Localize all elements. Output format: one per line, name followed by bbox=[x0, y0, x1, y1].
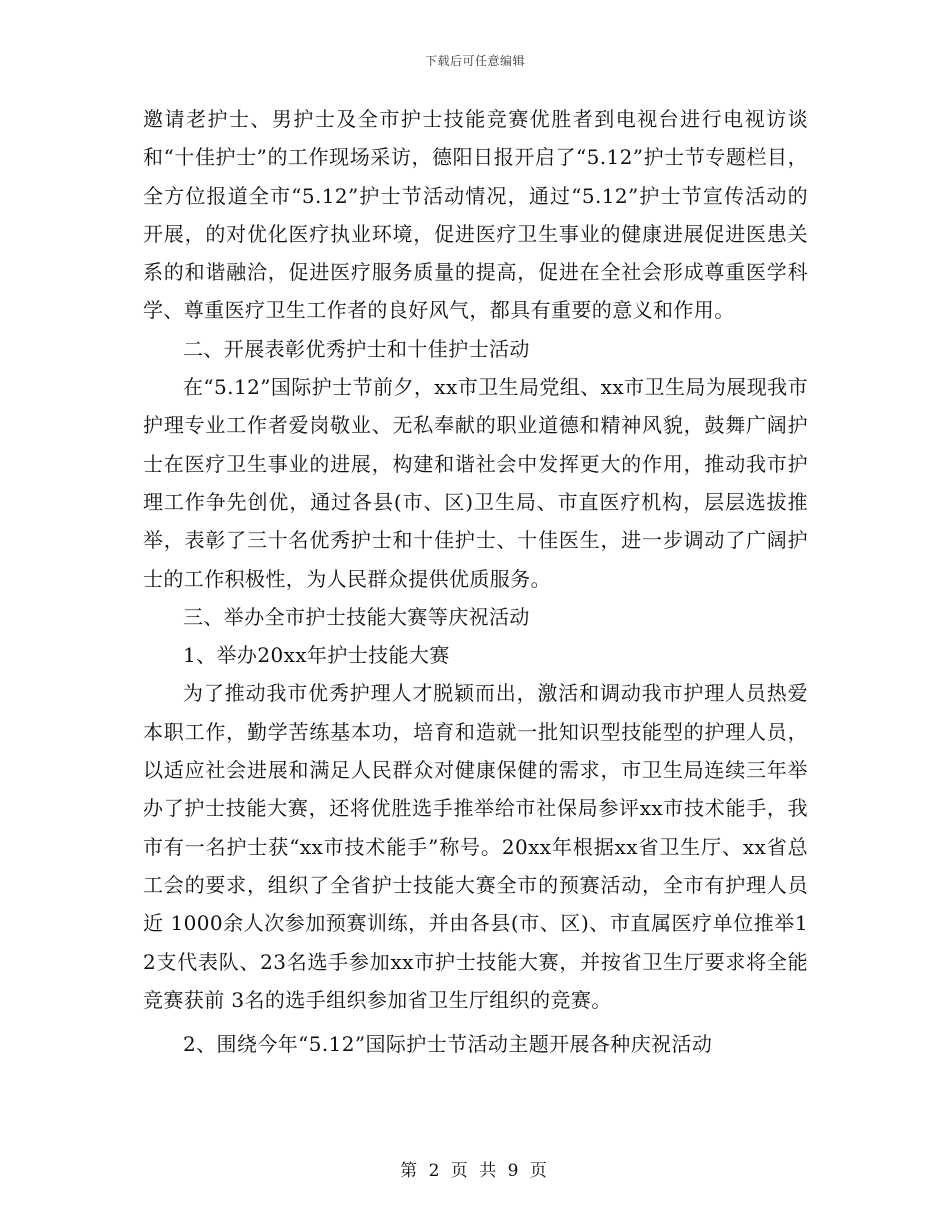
page-header: 下载后可任意编辑 bbox=[424, 54, 525, 68]
section-heading-commendation: 二、开展表彰优秀护士和十佳护士活动 bbox=[183, 336, 530, 361]
subheading-skills-contest: 1、举办20xx年护士技能大赛 bbox=[183, 643, 450, 668]
paragraph-commendation: 在“5.12”国际护士节前夕，xx市卫生局党组、xx市卫生局为展现我市护理专业工作者爱岗敬业、无私奉献的职业道德和精神风貌，鼓舞广阔护士在医疗卫生事业的进展，构建和谐社会中发挥更大的作用，推动我市护理工作争先创优，通过各县(市、区)卫生局、市直医疗机构，层层选拔推举，表彰了三十名优秀护士和十佳护士、十佳医生，进一步调动了广阔护士的工作积极性，为人民群众提供优质服务。 bbox=[143, 375, 808, 591]
document-body bbox=[143, 100, 808, 1063]
paragraph-interview-coverage: 邀请老护士、男护士及全市护士技能竞赛优胜者到电视台进行电视访谈和“十佳护士”的工作现场采访，德阳日报开启了“5.12”护士节专题栏目，全方位报道全市“5.12”护士节活动情况，通过“5.12”护士节宣传活动的开展，的对优化医疗执业环境，促进医疗卫生事业的健康进展促进医患关系的和谐融洽，促进医疗服务质量的提高，促进在全社会形成尊重医学科学、尊重医疗卫生工作者的良好风气，都具有重要的意义和作用。 bbox=[143, 107, 808, 323]
section-heading-skills-contest: 三、举办全市护士技能大赛等庆祝活动 bbox=[183, 604, 530, 629]
paragraph-skills-contest: 为了推动我市优秀护理人才脱颖而出，激活和调动我市护理人员热爱本职工作，勤学苦练基本功，培育和造就一批知识型技能型的护理人员，以适应社会进展和满足人民群众对健康保健的需求，市卫生局连续三年举办了护士技能大赛，还将优胜选手推举给市社保局参评xx市技术能手，我市有一名护士获“xx市技术能手”称号。20xx年根据xx省卫生厅、xx省总工会的要求，组织了全省护士技能大赛全市的预赛活动，全市有护理人员近 1000余人次参加预赛训练，并由各县(市、区)、市直属医疗单位推举12支代表队、23名选手参加xx市护士技能大赛，并按省卫生厅要求将全能竞赛获前 3名的选手组织参加省卫生厅组织的竞赛。 bbox=[143, 681, 808, 1012]
page-footer: 第 2 页 共 9 页 bbox=[400, 1161, 550, 1181]
subheading-celebrations: 2、围绕今年“5.12”国际护士节活动主题开展各种庆祝活动 bbox=[183, 1032, 713, 1057]
